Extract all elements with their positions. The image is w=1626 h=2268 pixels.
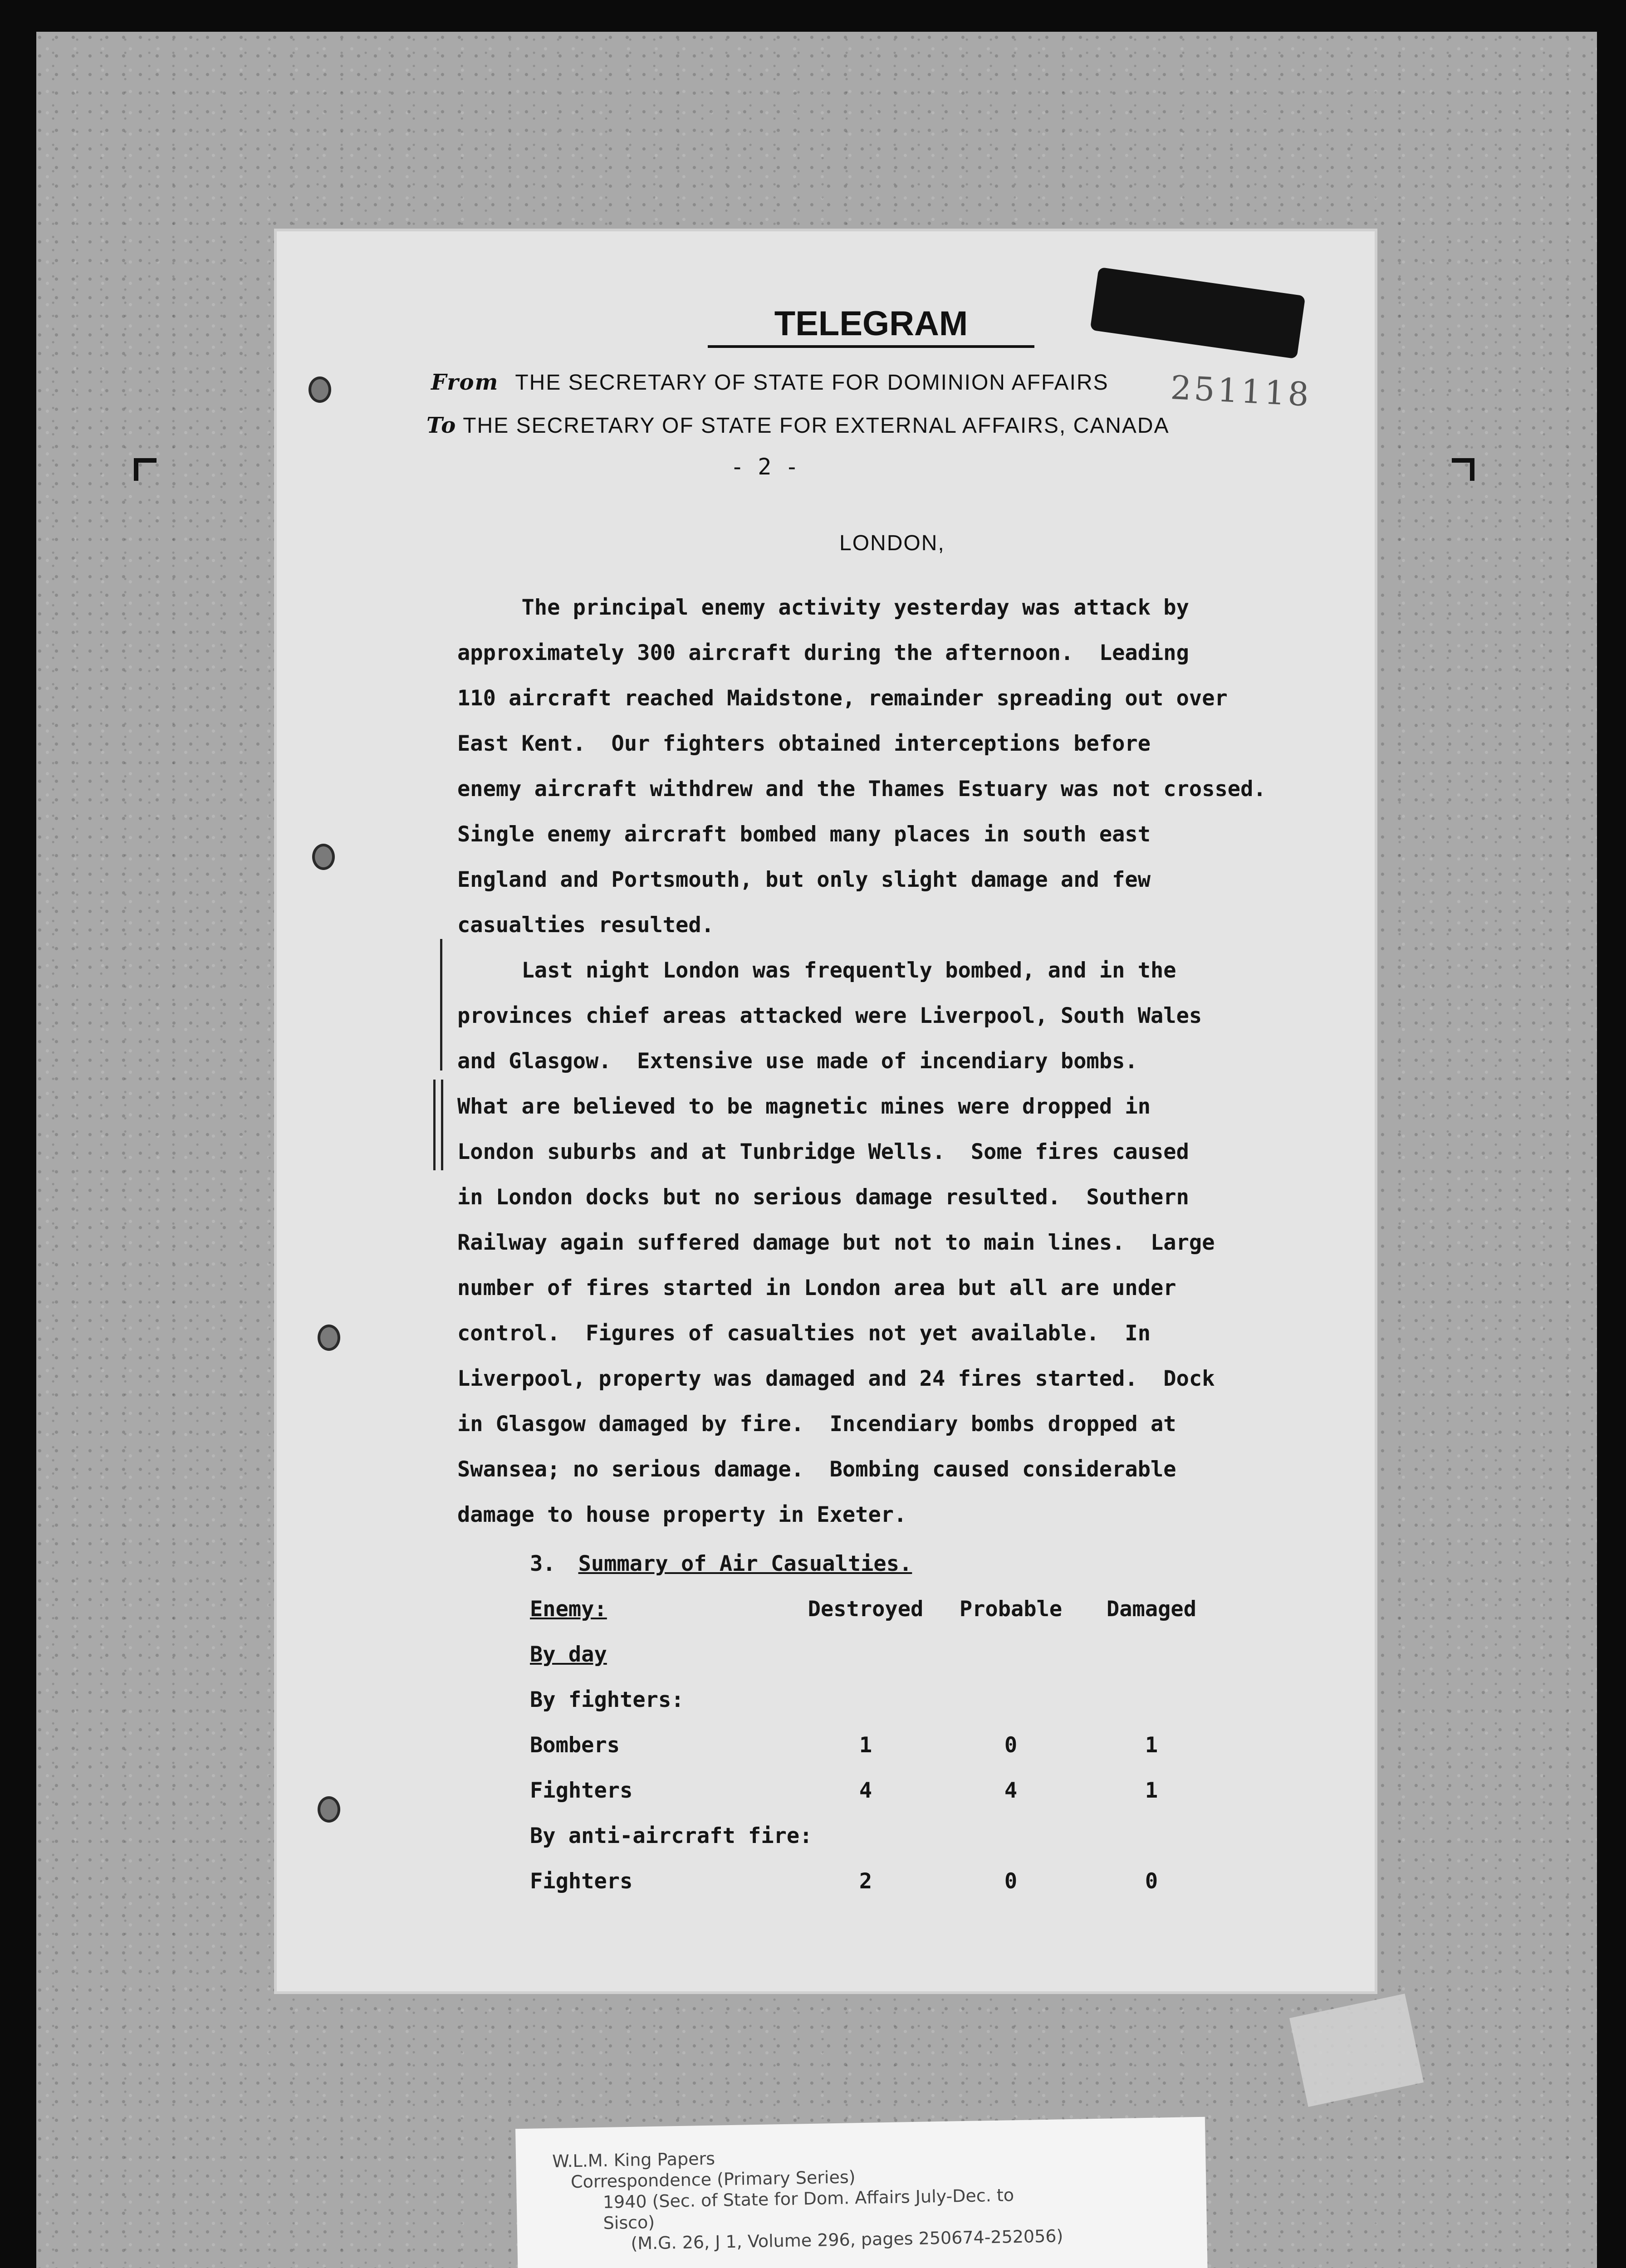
page-title: TELEGRAM bbox=[708, 304, 1034, 348]
from-label: From bbox=[431, 370, 499, 395]
probable-value: 0 bbox=[1004, 1869, 1018, 1894]
probable-value: 0 bbox=[1004, 1733, 1018, 1758]
by-day-label: By day bbox=[530, 1642, 607, 1667]
text-line: and Glasgow. Extensive use made of incendiary bombs. bbox=[457, 1049, 1138, 1074]
text-line: Liverpool, property was damaged and 24 fires started. Dock bbox=[457, 1366, 1215, 1391]
text-line: Railway again suffered damage but not to main lines. Large bbox=[457, 1230, 1215, 1255]
row-label: Fighters bbox=[530, 1869, 633, 1894]
text-line: Swansea; no serious damage. Bombing caused considerable bbox=[457, 1457, 1176, 1482]
destroyed-value: 1 bbox=[859, 1733, 872, 1758]
summary-number: 3. bbox=[530, 1551, 556, 1576]
page-number: - 2 - bbox=[730, 454, 799, 480]
place-heading: LONDON, bbox=[839, 531, 945, 555]
text-line: England and Portsmouth, but only slight damage and few bbox=[457, 867, 1151, 892]
text-line: Single enemy aircraft bombed many places in south east bbox=[457, 822, 1151, 847]
text-line: enemy aircraft withdrew and the Thames Estuary was not crossed. bbox=[457, 777, 1266, 802]
col-probable: Probable bbox=[959, 1597, 1063, 1622]
crop-mark-right bbox=[1452, 458, 1474, 481]
punch-hole bbox=[309, 376, 331, 403]
punch-hole bbox=[318, 1325, 340, 1351]
text-line: Last night London was frequently bombed, and in the bbox=[457, 958, 1176, 983]
from-value: THE SECRETARY OF STATE FOR DOMINION AFFAIRS bbox=[515, 371, 1109, 395]
probable-value: 4 bbox=[1004, 1778, 1018, 1803]
destroyed-value: 4 bbox=[859, 1778, 872, 1803]
punch-hole bbox=[318, 1796, 340, 1823]
text-line: in London docks but no serious damage resulted. Southern bbox=[457, 1185, 1189, 1210]
by-fighters-label: By fighters: bbox=[530, 1687, 684, 1712]
text-line: approximately 300 aircraft during the afternoon. Leading bbox=[457, 640, 1189, 665]
text-line: damage to house property in Exeter. bbox=[457, 1502, 907, 1527]
paragraph-1 bbox=[457, 585, 1342, 948]
by-aa-label: By anti-aircraft fire: bbox=[530, 1823, 813, 1848]
damaged-value: 0 bbox=[1145, 1869, 1158, 1894]
paragraph-2 bbox=[457, 948, 1342, 1538]
damaged-value: 1 bbox=[1145, 1733, 1158, 1758]
redaction-smudge bbox=[1090, 267, 1305, 359]
margin-mark bbox=[433, 1080, 436, 1170]
text-line: East Kent. Our fighters obtained interceptions before bbox=[457, 731, 1151, 756]
to-line bbox=[426, 413, 1170, 438]
text-line: What are believed to be magnetic mines were dropped in bbox=[457, 1094, 1151, 1119]
index-line-2: Correspondence (Primary Series) bbox=[570, 2167, 856, 2192]
text-line: 110 aircraft reached Maidstone, remainder spreading out over bbox=[457, 686, 1228, 711]
index-line-4: Sisco) bbox=[603, 2212, 655, 2233]
to-value: THE SECRETARY OF STATE FOR EXTERNAL AFFAIRS, CANADA bbox=[463, 414, 1170, 438]
enemy-header: Enemy: bbox=[530, 1597, 607, 1622]
summary-heading bbox=[530, 1551, 912, 1576]
index-line-1: W.L.M. King Papers bbox=[552, 2148, 715, 2171]
text-line: number of fires started in London area but all are under bbox=[457, 1276, 1176, 1300]
summary-title: Summary of Air Casualties. bbox=[578, 1551, 912, 1576]
text-line: provinces chief areas attacked were Liverpool, South Wales bbox=[457, 1003, 1202, 1028]
row-label: Fighters bbox=[530, 1778, 633, 1803]
margin-mark bbox=[440, 939, 442, 1070]
from-line bbox=[431, 370, 1109, 395]
telegram-page bbox=[277, 231, 1375, 1991]
destroyed-value: 2 bbox=[859, 1869, 872, 1894]
index-card bbox=[515, 2117, 1209, 2268]
reference-number: 251118 bbox=[1170, 368, 1313, 414]
col-damaged: Damaged bbox=[1106, 1597, 1197, 1622]
text-line: London suburbs and at Tunbridge Wells. Some fires caused bbox=[457, 1139, 1189, 1164]
to-label: To bbox=[426, 413, 457, 438]
row-label: Bombers bbox=[530, 1733, 620, 1758]
col-destroyed: Destroyed bbox=[808, 1597, 924, 1622]
text-line: in Glasgow damaged by fire. Incendiary bombs dropped at bbox=[457, 1412, 1176, 1437]
margin-mark bbox=[441, 1080, 443, 1170]
crop-mark-left bbox=[134, 458, 157, 481]
text-line: casualties resulted. bbox=[457, 913, 714, 938]
damaged-value: 1 bbox=[1145, 1778, 1158, 1803]
punch-hole bbox=[312, 844, 335, 870]
text-line: control. Figures of casualties not yet available. In bbox=[457, 1321, 1151, 1346]
index-line-3: 1940 (Sec. of State for Dom. Affairs July-Dec. to bbox=[602, 2185, 1014, 2212]
text-line: The principal enemy activity yesterday was attack by bbox=[457, 595, 1189, 620]
index-line-5: (M.G. 26, J 1, Volume 296, pages 250674-252056) bbox=[631, 2226, 1063, 2253]
